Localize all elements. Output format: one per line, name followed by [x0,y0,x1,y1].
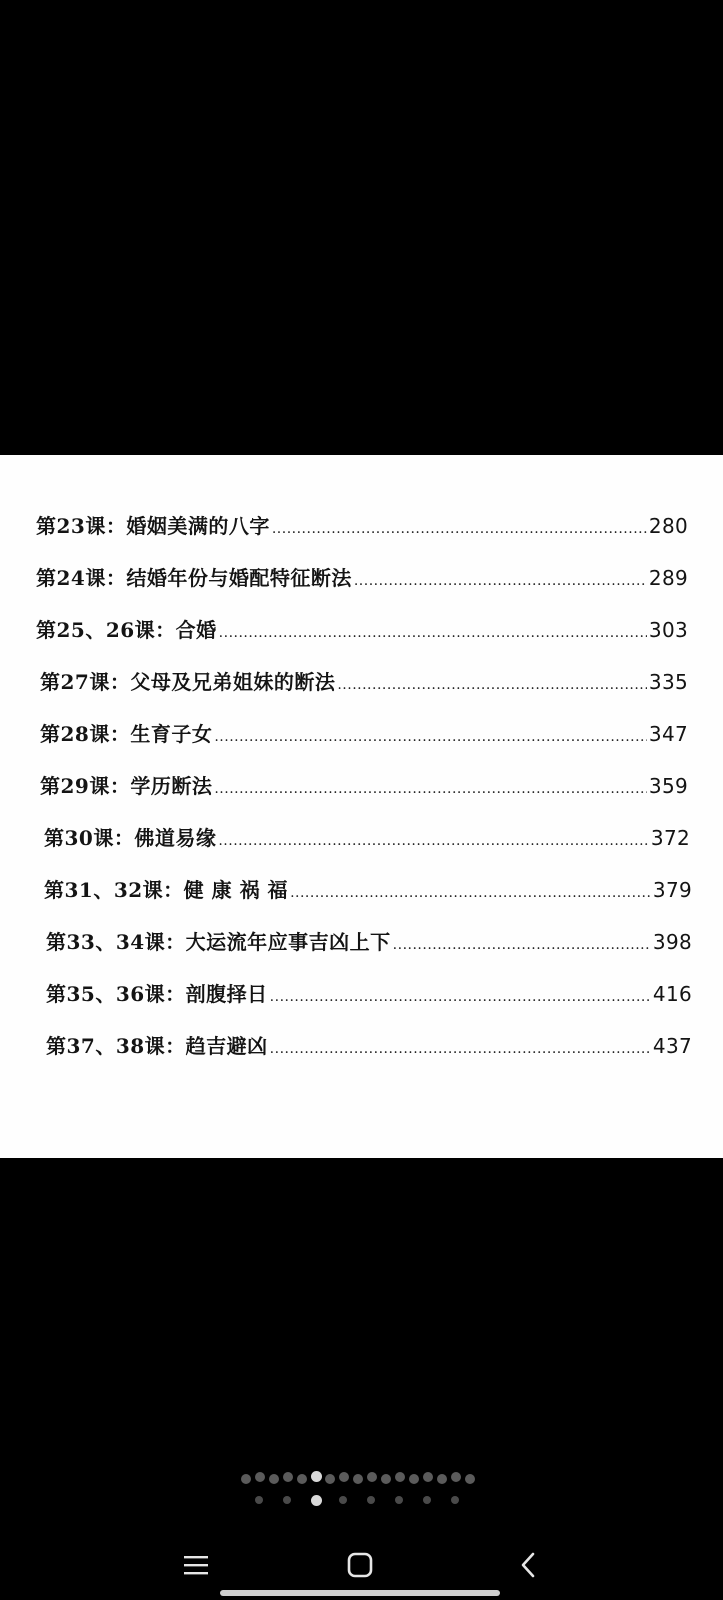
page-dot[interactable] [367,1472,377,1482]
toc-entry [46,926,692,960]
page-dot[interactable] [409,1474,419,1484]
toc-entry-page: 437 [652,1034,692,1058]
leader-dots [270,1041,651,1057]
toc-entry-page: 359 [648,774,688,798]
leader-dots [272,521,647,537]
leader-dots [337,677,647,693]
toc-entry-page: 280 [648,514,688,538]
toc-entry-title: 第29课：学历断法 [40,774,213,798]
page-dot-active[interactable] [311,1471,322,1482]
toc-entry-title: 第33、34课：大运流年应事吉凶上下 [46,930,391,954]
toc-entry-title: 第30课：佛道易缘 [44,826,217,850]
page-dot[interactable] [423,1496,431,1504]
leader-dots [270,989,651,1005]
page-dot[interactable] [395,1496,403,1504]
leader-dots [214,729,647,745]
recents-icon [182,1553,210,1577]
page-dot[interactable] [395,1472,405,1482]
home-button[interactable] [330,1540,390,1590]
toc-entry [36,614,688,648]
toc-entry [36,562,688,596]
toc-entry [46,1030,692,1064]
toc-entry-title: 第35、36课：剖腹择日 [46,982,268,1006]
toc-entry-page: 303 [648,618,688,642]
leader-dots [214,781,647,797]
page-dot[interactable] [297,1474,307,1484]
leader-dots [393,937,651,953]
toc-entry-page: 398 [652,930,692,954]
toc-entry [40,666,688,700]
toc-entry-page: 289 [648,566,688,590]
toc-entry [44,874,692,908]
page-dot[interactable] [423,1472,433,1482]
page-dot[interactable] [339,1472,349,1482]
page-dot[interactable] [367,1496,375,1504]
back-icon [518,1551,538,1579]
toc-entry-page: 347 [648,722,688,746]
toc-entry-title: 第28课：生育子女 [40,722,213,746]
page-dot[interactable] [451,1496,459,1504]
page-dot[interactable] [451,1472,461,1482]
toc-entry [40,770,688,804]
page-dot[interactable] [353,1474,363,1484]
home-icon [346,1551,374,1579]
page-dot[interactable] [339,1496,347,1504]
toc-entry-page: 372 [650,826,690,850]
toc-entry-title: 第25、26课：合婚 [36,618,217,642]
toc-entry-title: 第23课：婚姻美满的八字 [36,514,270,538]
toc-entry-page: 379 [652,878,692,902]
toc-entry [46,978,692,1012]
toc-entry-title: 第27课：父母及兄弟姐妹的断法 [40,670,336,694]
toc-entry [36,510,688,544]
toc-entry-page: 416 [652,982,692,1006]
leader-dots [219,625,647,641]
toc-entry-title: 第24课：结婚年份与婚配特征断法 [36,566,352,590]
page-dot[interactable] [437,1474,447,1484]
page-dot[interactable] [255,1472,265,1482]
page-dot[interactable] [381,1474,391,1484]
home-indicator-bar[interactable] [220,1590,500,1596]
toc-entry [44,822,690,856]
leader-dots [290,885,651,901]
leader-dots [218,833,649,849]
toc-entry-title: 第37、38课：趋吉避凶 [46,1034,268,1058]
toc-entry-title: 第31、32课：健 康 祸 福 [44,878,289,902]
toc-entry [40,718,688,752]
leader-dots [354,573,647,589]
page-dot[interactable] [269,1474,279,1484]
recents-button[interactable] [166,1540,226,1590]
page-dot[interactable] [255,1496,263,1504]
page-dot-active[interactable] [311,1495,322,1506]
page-dot[interactable] [465,1474,475,1484]
back-button[interactable] [498,1540,558,1590]
page-dot[interactable] [241,1474,251,1484]
page-dot[interactable] [325,1474,335,1484]
toc-entry-page: 335 [648,670,688,694]
page-dot[interactable] [283,1472,293,1482]
page-dot[interactable] [283,1496,291,1504]
